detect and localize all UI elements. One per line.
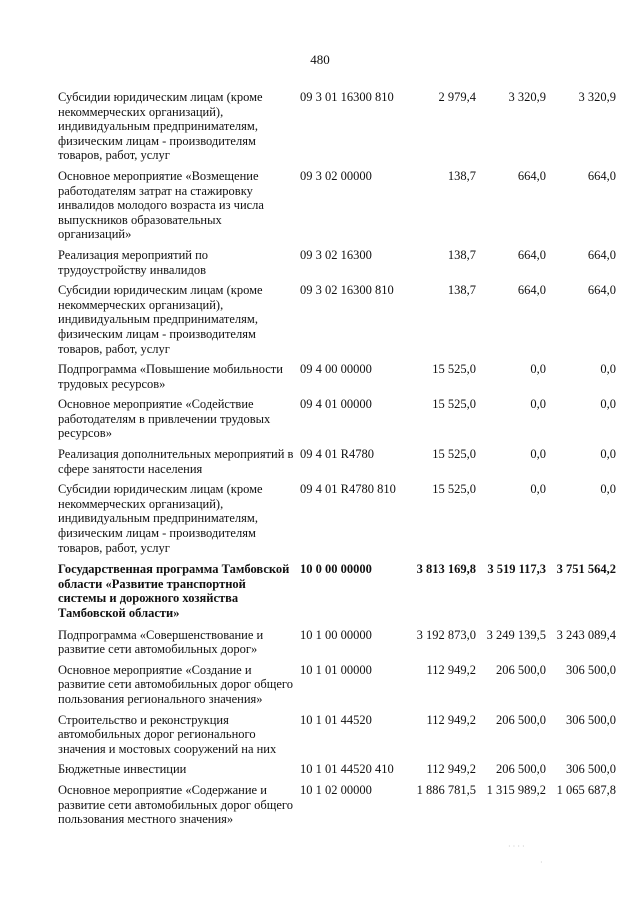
row-value-1: 138,7 — [447, 168, 476, 183]
scan-noise: · · · · — [508, 842, 525, 851]
row-value-2: 206 500,0 — [496, 762, 546, 777]
row-value-1: 112 949,2 — [426, 712, 476, 727]
row-code: 09 3 02 16300 810 — [300, 283, 394, 298]
row-name: Подпрограмма «Повышение мобильности трудовых ресурсов» — [58, 362, 283, 391]
row-value-1: 112 949,2 — [426, 762, 476, 777]
row-name: Субсидии юридическим лицам (кроме некоммерческих организаций), индивидуальным предпринимателям, физическим лицам - производителям товаров, работ, услуг — [58, 283, 263, 356]
table-row — [58, 713, 618, 757]
row-value-2: 3 519 117,3 — [487, 562, 546, 577]
row-name: Подпрограмма «Совершенствование и развитие сети автомобильных дорог» — [58, 627, 264, 657]
row-value-2: 664,0 — [517, 283, 546, 298]
row-code: 10 1 01 44520 — [300, 712, 372, 727]
table-row — [58, 283, 618, 356]
table-row — [58, 628, 618, 657]
row-value-3: 306 500,0 — [566, 662, 616, 677]
row-code: 10 0 00 00000 — [300, 562, 372, 577]
table-row — [58, 397, 618, 441]
row-value-2: 3 249 139,5 — [486, 627, 546, 642]
row-name: Государственная программа Тамбовской области «Развитие транспортной системы и дорожного хозяйства Тамбовской области» — [58, 562, 290, 620]
row-name: Основное мероприятие «Содержание и развитие сети автомобильных дорог общего пользования местного значения» — [58, 782, 293, 827]
row-code: 09 3 02 16300 — [300, 247, 372, 262]
row-value-3: 664,0 — [587, 283, 616, 298]
row-name: Основное мероприятие «Создание и развитие сети автомобильных дорог общего пользования регионального значения» — [58, 662, 293, 706]
row-value-1: 15 525,0 — [432, 482, 476, 497]
row-code: 09 4 00 00000 — [300, 362, 372, 377]
scan-noise: · — [540, 858, 543, 867]
table-row — [58, 783, 618, 827]
row-code: 09 4 01 00000 — [300, 397, 372, 412]
row-value-3: 3 320,9 — [578, 90, 616, 104]
row-code: 09 3 01 16300 810 — [300, 90, 394, 104]
row-value-2: 206 500,0 — [496, 662, 546, 677]
row-code: 10 1 01 00000 — [300, 662, 372, 677]
page-number: 480 — [310, 52, 330, 67]
row-value-1: 15 525,0 — [432, 397, 476, 412]
row-name: Субсидии юридическим лицам (кроме некоммерческих организаций), индивидуальным предпринимателям, физическим лицам - производителям товаров, работ, услуг — [58, 90, 263, 163]
row-value-3: 306 500,0 — [566, 712, 616, 727]
row-value-2: 0,0 — [530, 362, 546, 377]
table-row-program — [58, 562, 618, 620]
row-value-3: 0,0 — [600, 447, 616, 462]
row-value-2: 0,0 — [530, 397, 546, 412]
row-code: 09 4 01 R4780 810 — [300, 482, 396, 497]
row-value-3: 306 500,0 — [566, 762, 616, 777]
table-row — [58, 447, 618, 476]
row-value-1: 15 525,0 — [432, 362, 476, 377]
row-code: 10 1 01 44520 410 — [300, 762, 394, 777]
table-row — [58, 362, 618, 391]
table-row — [58, 663, 618, 707]
row-value-3: 1 065 687,8 — [556, 782, 616, 797]
row-value-1: 112 949,2 — [426, 662, 476, 677]
row-code: 10 1 00 00000 — [300, 627, 372, 642]
row-name: Основное мероприятие «Содействие работодателям в привлечении трудовых ресурсов» — [58, 397, 271, 441]
row-value-1: 2 979,4 — [438, 90, 476, 104]
row-value-1: 138,7 — [447, 283, 476, 298]
row-value-2: 664,0 — [517, 168, 546, 183]
row-value-3: 0,0 — [600, 362, 616, 377]
row-value-1: 3 192 873,0 — [416, 627, 476, 642]
row-name: Субсидии юридическим лицам (кроме некоммерческих организаций), индивидуальным предпринимателям, физическим лицам - производителям товаров, работ, услуг — [58, 482, 263, 555]
row-name: Реализация мероприятий по трудоустройству инвалидов — [58, 247, 209, 277]
table-row — [58, 169, 618, 242]
row-value-3: 0,0 — [600, 397, 616, 412]
row-code: 09 4 01 R4780 — [300, 447, 374, 462]
row-value-3: 0,0 — [600, 482, 616, 497]
row-name: Бюджетные инвестиции — [58, 762, 187, 777]
row-value-2: 0,0 — [530, 482, 546, 497]
row-name: Основное мероприятие «Возмещение работодателям затрат на стажировку инвалидов молодого возраста из числа выпускников образовательных организаций» — [58, 168, 264, 242]
row-value-3: 3 751 564,2 — [556, 562, 616, 577]
row-value-2: 1 315 989,2 — [486, 782, 546, 797]
row-value-2: 3 320,9 — [508, 90, 546, 104]
row-name: Строительство и реконструкция автомобильных дорог регионального значения и мостовых сооружений на них — [58, 712, 277, 756]
table-row — [58, 482, 618, 555]
row-value-1: 1 886 781,5 — [416, 782, 476, 797]
row-name: Реализация дополнительных мероприятий в сфере занятости населения — [58, 447, 294, 476]
row-value-1: 15 525,0 — [432, 447, 476, 462]
row-value-3: 664,0 — [587, 247, 616, 262]
row-value-1: 138,7 — [447, 247, 476, 262]
table-row — [58, 762, 618, 777]
table-row — [58, 90, 618, 163]
budget-table — [58, 90, 618, 833]
row-value-2: 664,0 — [517, 247, 546, 262]
row-value-2: 206 500,0 — [496, 712, 546, 727]
row-code: 10 1 02 00000 — [300, 782, 372, 797]
row-value-3: 3 243 089,4 — [556, 627, 616, 642]
row-code: 09 3 02 00000 — [300, 168, 372, 183]
row-value-2: 0,0 — [530, 447, 546, 462]
row-value-3: 664,0 — [587, 168, 616, 183]
row-value-1: 3 813 169,8 — [416, 562, 476, 577]
table-row — [58, 248, 618, 277]
